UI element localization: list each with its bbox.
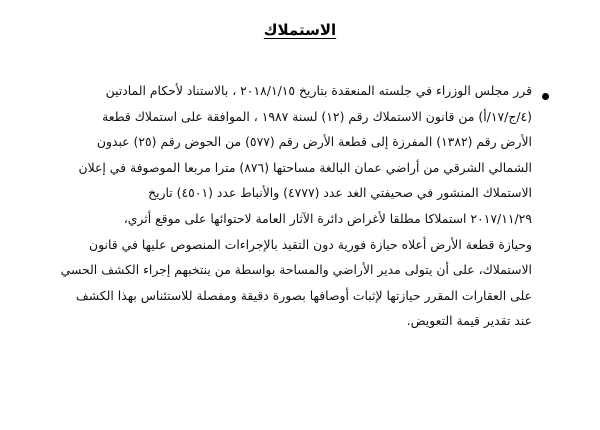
body-paragraph xyxy=(50,78,532,334)
paragraph-line: عند تقدير قيمة التعويض. xyxy=(406,313,532,329)
document-title: الاستملاك xyxy=(263,21,337,39)
paragraph-line: الاستملاك، على أن يتولى مدير الأراضي والمساحة بواسطة من ينتخبهم إجراء الكشف الحسي xyxy=(60,262,532,278)
paragraph-line: ٢٠١٧/١١/٢٩ استملاكا مطلقا لأغراض دائرة الآثار العامة لاحتوائها على موقع أثري، xyxy=(123,210,532,226)
title-container xyxy=(0,20,600,39)
paragraph-line: قرر مجلس الوزراء في جلسته المنعقدة بتاريخ ٢٠١٨/١/١٥ ، بالاستناد لأحكام المادتين xyxy=(105,83,532,98)
paragraph-line: الاستملاك المنشور في صحيفتي الغد عدد (٤٧٧٧) والأنباط عدد (٤٥٠١) تاريخ xyxy=(148,185,532,201)
paragraph-line: وحيازة قطعة الأرض أعلاه حيازة فورية دون التقيد بالإجراءات المنصوص عليها في قانون xyxy=(89,236,532,252)
paragraph-line: (٤/ج/١٧/أ) من قانون الاستملاك رقم (١٢) لسنة ١٩٨٧ ، الموافقة على استملاك قطعة xyxy=(102,108,532,124)
paragraph-line: على العقارات المقرر حيازتها لإثبات أوصافها بصورة دقيقة ومفصلة للاستئناس بهذا الكشف xyxy=(75,287,532,303)
bullet-icon xyxy=(542,93,549,100)
paragraph-line: الأرض رقم (١٣٨٢) المفرزة إلى قطعة الأرض رقم (٥٧٧) من الحوض رقم (٢٥) عبدون xyxy=(96,134,532,150)
paragraph-line: الشمالي الشرقي من أراضي عمان البالغة مساحتها (٨٧٦) مترا مربعا الموصوفة في إعلان xyxy=(78,159,532,175)
